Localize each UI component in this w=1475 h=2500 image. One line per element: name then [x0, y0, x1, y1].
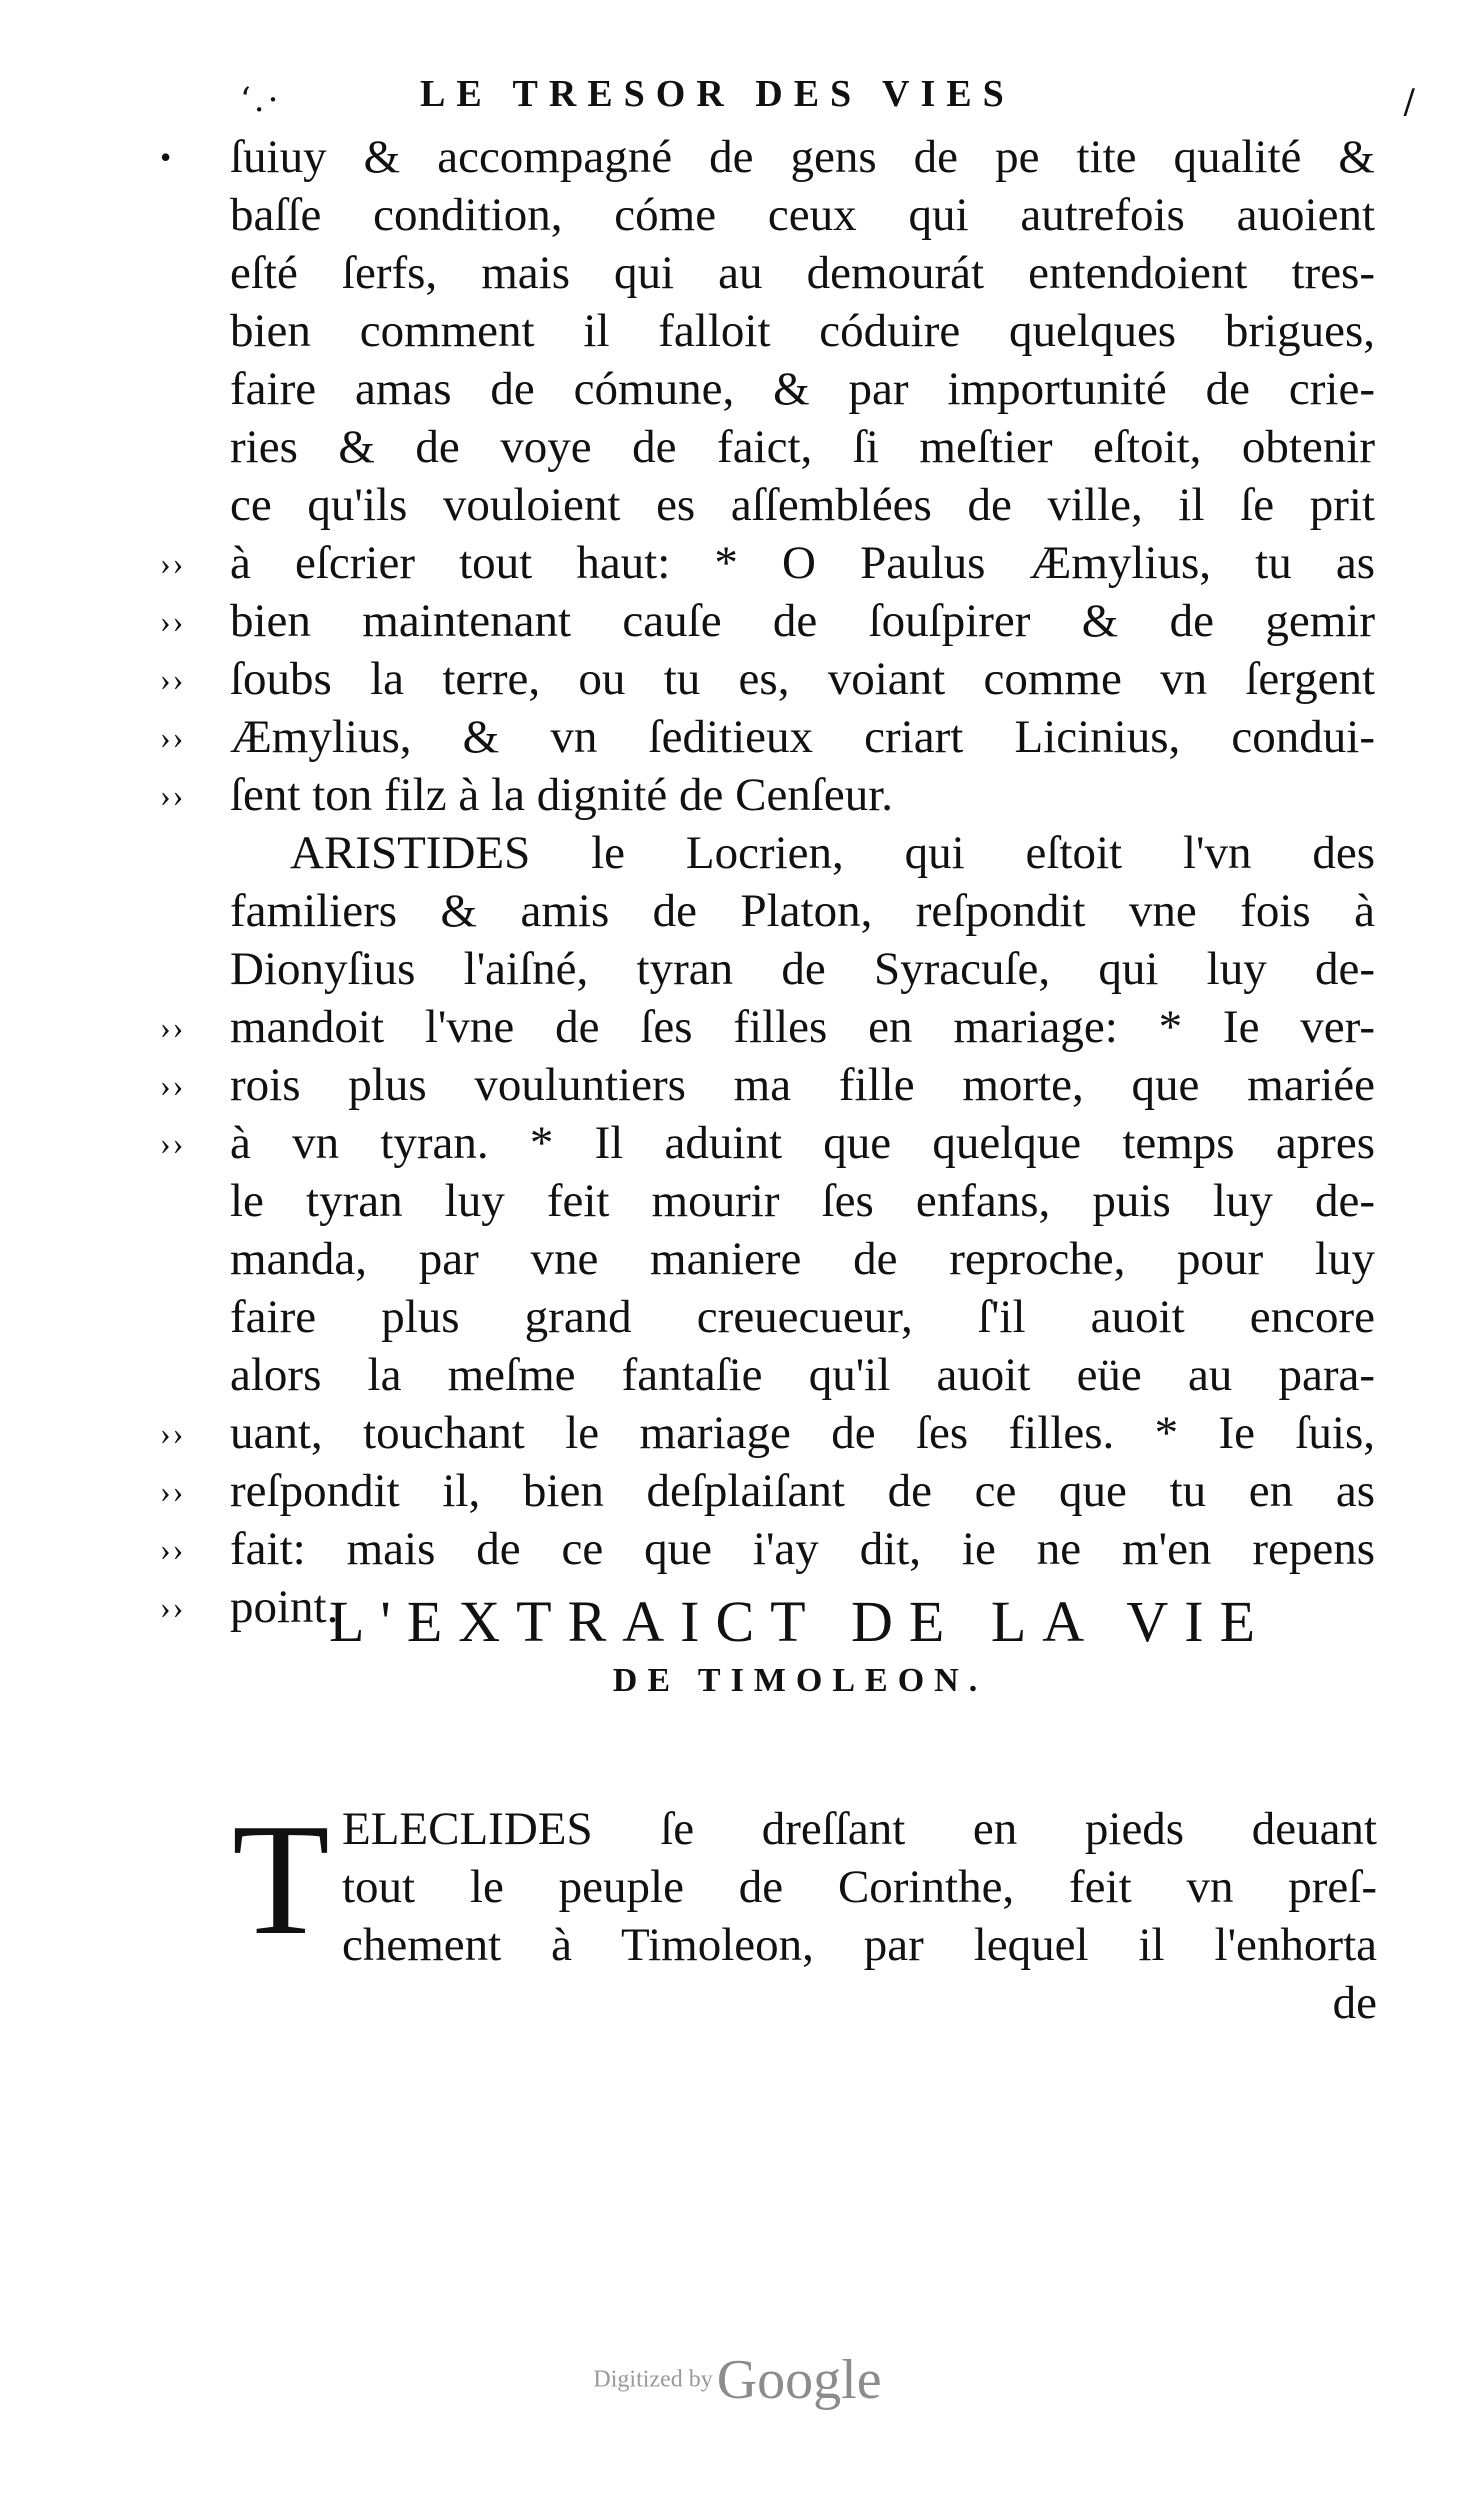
line-text: point. — [230, 1581, 339, 1633]
text-line — [230, 302, 1375, 360]
text-line — [160, 1056, 1375, 1114]
margin-quote-mark: ›› — [160, 1415, 186, 1451]
paragraph-timoleon — [232, 1790, 1377, 2032]
line-text: ARISTIDES le Locrien, qui eſtoit l'vn des — [290, 827, 1375, 879]
watermark-prefix: Digitized by — [593, 2366, 713, 2393]
line-text: bien maintenant cauſe de ſouſpirer & de gemir — [230, 595, 1375, 647]
margin-quote-mark: ›› — [160, 777, 186, 813]
line-text: à vn tyran. * Il aduint que quelque temps apres — [230, 1117, 1375, 1169]
text-line — [160, 128, 1375, 186]
margin-quote-mark: ›› — [160, 719, 186, 755]
text-line — [230, 186, 1375, 244]
line-text: alors la meſme fantaſie qu'il auoit eüe au para- — [230, 1349, 1375, 1401]
margin-quote-mark: ›› — [160, 1009, 186, 1045]
text-line — [160, 1462, 1375, 1520]
text-line — [230, 418, 1375, 476]
text-line — [230, 476, 1375, 534]
text-line — [230, 824, 1375, 882]
text-line — [230, 1172, 1375, 1230]
section-subtitle: DE TIMOLEON. — [612, 1662, 988, 1699]
line-text: faire plus grand creuecueur, ſ'il auoit encore — [230, 1291, 1375, 1343]
line-text: ſoubs la terre, ou tu es, voiant comme vn ſergent — [230, 653, 1375, 705]
text-line — [230, 882, 1375, 940]
line-text: de — [1332, 1977, 1377, 2029]
text-line — [160, 766, 1375, 824]
line-text: fait: mais de ce que i'ay dit, ie ne m'en repens — [230, 1523, 1375, 1575]
drop-capital: T — [232, 1790, 330, 1968]
margin-quote-mark: ›› — [160, 1531, 186, 1567]
margin-quote-mark: ›› — [160, 603, 186, 639]
text-line — [232, 1916, 1377, 1974]
line-text: faire amas de cómune, & par importunité de crie- — [230, 363, 1375, 415]
line-text: à eſcrier tout haut: * O Paulus Æmylius, tu as — [230, 537, 1375, 589]
margin-quote-mark: ›› — [160, 1473, 186, 1509]
line-text: rois plus vouluntiers ma fille morte, que mariée — [230, 1059, 1375, 1111]
margin-quote-mark: ›› — [160, 1125, 186, 1161]
line-text: ce qu'ils vouloient es aſſemblées de ville, il ſe prit — [230, 479, 1375, 531]
text-line — [230, 940, 1375, 998]
text-line — [160, 592, 1375, 650]
header-left-mark: ʻ.· — [240, 80, 282, 120]
paragraph-paulus — [160, 128, 1375, 824]
text-line — [230, 360, 1375, 418]
line-text: tout le peuple de Corinthe, feit vn preſ- — [342, 1861, 1377, 1913]
line-text: ſuiuy & accompagné de gens de pe tite qualité & — [230, 131, 1375, 183]
line-text: familiers & amis de Platon, reſpondit vne fois à — [230, 885, 1375, 937]
line-text: bien comment il falloit códuire quelques brigues, — [230, 305, 1375, 357]
text-line — [232, 1800, 1377, 1858]
header-right-mark: / — [1403, 82, 1415, 122]
text-line — [230, 1346, 1375, 1404]
margin-quote-mark: ›› — [160, 1067, 186, 1103]
text-line — [160, 1114, 1375, 1172]
main-text — [160, 128, 1375, 1636]
line-text: manda, par vne maniere de reproche, pour luy — [230, 1233, 1375, 1285]
text-line — [160, 998, 1375, 1056]
line-text: mandoit l'vne de ſes filles en mariage: * Ie ver- — [230, 1001, 1375, 1053]
section-title: L'EXTRAICT DE LA VIE — [328, 1589, 1272, 1654]
margin-quote-mark: • — [160, 139, 174, 175]
text-line — [230, 1288, 1375, 1346]
line-text: uant, touchant le mariage de ſes filles. * Ie ſuis, — [230, 1407, 1375, 1459]
text-line — [160, 534, 1375, 592]
margin-quote-mark: ›› — [160, 661, 186, 697]
paragraph-aristides — [160, 824, 1375, 1636]
line-text: eſté ſerfs, mais qui au demourát entendoient tres- — [230, 247, 1375, 299]
text-line — [160, 1404, 1375, 1462]
paragraph-timoleon-lines — [232, 1790, 1377, 2032]
text-line — [232, 1858, 1377, 1916]
text-line — [160, 708, 1375, 766]
line-text: ELECLIDES ſe dreſſant en pieds deuant — [342, 1803, 1377, 1855]
digitized-watermark — [0, 2348, 1475, 2412]
text-line — [160, 1520, 1375, 1578]
text-line — [230, 1230, 1375, 1288]
text-line — [232, 1974, 1377, 2032]
line-text: ſent ton filz à la dignité de Cenſeur. — [230, 769, 894, 821]
running-head: LE TRESOR DES VIES — [420, 73, 1015, 115]
line-text: ries & de voye de faict, ſi meſtier eſtoit, obtenir — [230, 421, 1375, 473]
line-text: chement à Timoleon, par lequel il l'enhorta — [342, 1919, 1377, 1971]
line-text: le tyran luy feit mourir ſes enfans, puis luy de- — [230, 1175, 1375, 1227]
line-text: baſſe condition, cóme ceux qui autrefois auoient — [230, 189, 1375, 241]
google-logo: Google — [716, 2349, 882, 2411]
line-text: Æmylius, & vn ſeditieux criart Licinius, condui- — [230, 711, 1375, 763]
margin-quote-mark: ›› — [160, 1589, 186, 1625]
line-text: Dionyſius l'aiſné, tyran de Syracuſe, qui luy de- — [230, 943, 1375, 995]
line-text: reſpondit il, bien deſplaiſant de ce que tu en as — [230, 1465, 1375, 1517]
text-line — [160, 650, 1375, 708]
margin-quote-mark: ›› — [160, 545, 186, 581]
text-line — [230, 244, 1375, 302]
